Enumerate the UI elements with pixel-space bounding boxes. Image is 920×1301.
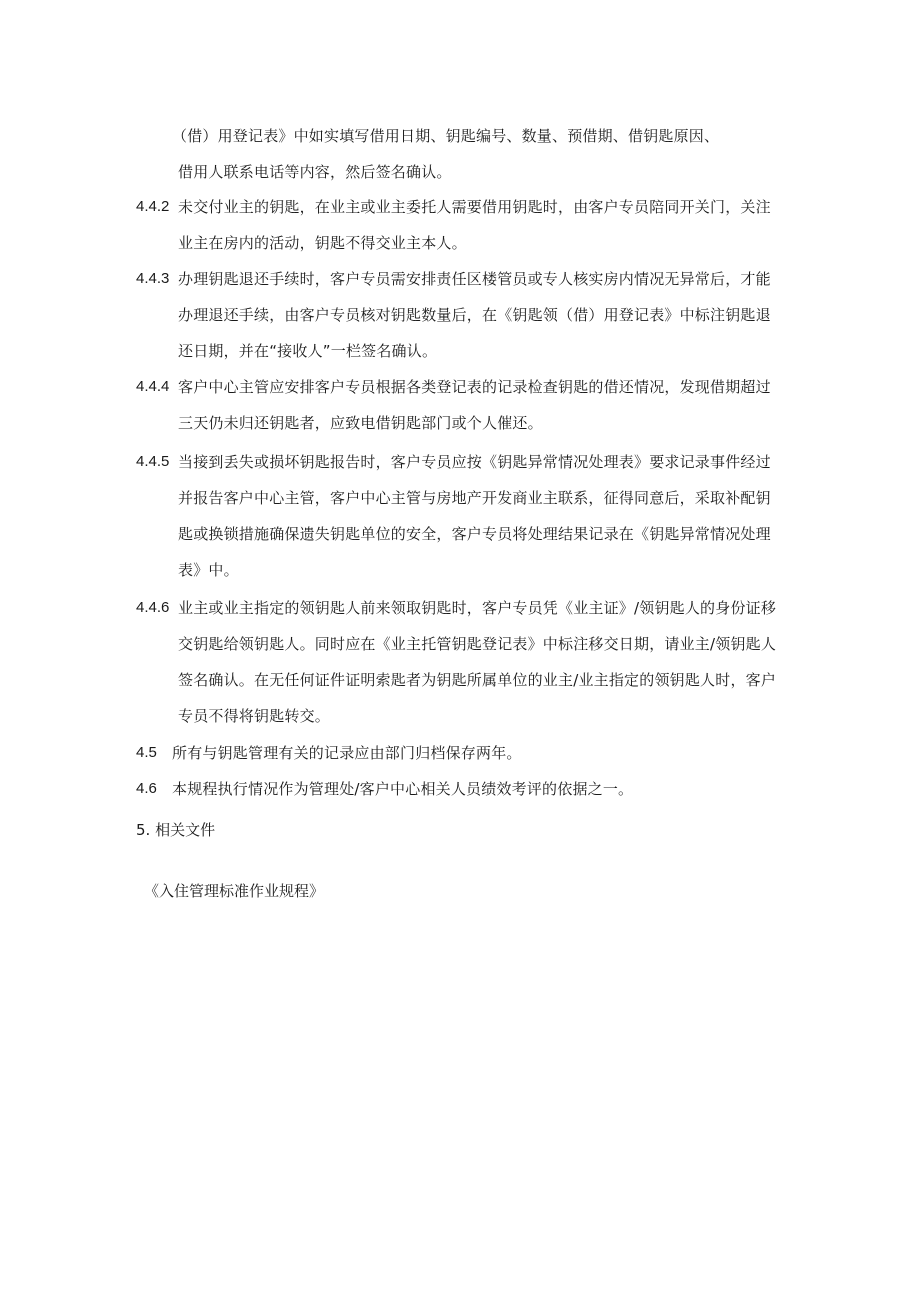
item-4-4-3-line-1: 办理钥匙退还手续时，客户专员需安排责任区楼管员或专人核实房内情况无异常后，才能: [178, 270, 771, 288]
item-4-5-line-1: 所有与钥匙管理有关的记录应由部门归档保存两年。: [172, 744, 522, 762]
item-number-4-5: 4.5: [136, 744, 157, 761]
item-4-4-6-line-2: 交钥匙给领钥匙人。同时应在《业主托管钥匙登记表》中标注移交日期，请业主/领钥匙人: [178, 635, 777, 653]
item-number-4-6: 4.6: [136, 780, 157, 797]
item-4-4-6-line-4: 专员不得将钥匙转交。: [178, 707, 331, 725]
item-4-4-5-line-1: 当接到丢失或损坏钥匙报告时，客户专员应按《钥匙异常情况处理表》要求记录事件经过: [178, 453, 771, 471]
related-document-title: 《入住管理标准作业规程》: [144, 882, 325, 900]
item-4-4-5-line-4: 表》中。: [178, 561, 239, 579]
section-5-heading: 5. 相关文件: [136, 821, 216, 839]
item-4-4-2-line-2: 业主在房内的活动，钥匙不得交业主本人。: [178, 234, 467, 252]
item-number-4-4-2: 4.4.2: [136, 198, 170, 215]
intro-line-2: 借用人联系电话等内容，然后签名确认。: [178, 163, 452, 181]
item-4-4-5-line-3: 匙或换锁措施确保遗失钥匙单位的安全，客户专员将处理结果记录在《钥匙异常情况处理: [178, 525, 771, 543]
item-4-4-5-line-2: 并报告客户中心主管，客户中心主管与房地产开发商业主联系，征得同意后，采取补配钥: [178, 489, 771, 507]
item-4-4-3-line-2: 办理退还手续，由客户专员核对钥匙数量后，在《钥匙领（借）用登记表》中标注钥匙退: [178, 306, 771, 324]
item-4-4-4-line-2: 三天仍未归还钥匙者，应致电借钥匙部门或个人催还。: [178, 414, 543, 432]
item-number-4-4-6: 4.4.6: [136, 599, 170, 616]
item-4-6-line-1: 本规程执行情况作为管理处/客户中心相关人员绩效考评的依据之一。: [172, 780, 634, 798]
intro-line-1: （借）用登记表》中如实填写借用日期、钥匙编号、数量、预借期、借钥匙原因、: [172, 127, 720, 145]
item-4-4-3-line-3: 还日期，并在“接收人”一栏签名确认。: [178, 342, 438, 360]
item-4-4-6-line-1: 业主或业主指定的领钥匙人前来领取钥匙时，客户专员凭《业主证》/领钥匙人的身份证移: [178, 599, 777, 617]
item-number-4-4-4: 4.4.4: [136, 378, 170, 395]
item-4-4-2-line-1: 未交付业主的钥匙，在业主或业主委托人需要借用钥匙时，由客户专员陪同开关门，关注: [178, 198, 771, 216]
item-4-4-4-line-1: 客户中心主管应安排客户专员根据各类登记表的记录检查钥匙的借还情况，发现借期超过: [178, 378, 771, 396]
item-number-4-4-3: 4.4.3: [136, 270, 170, 287]
item-number-4-4-5: 4.4.5: [136, 453, 170, 470]
item-4-4-6-line-3: 签名确认。在无任何证件证明索匙者为钥匙所属单位的业主/业主指定的领钥匙人时，客户: [178, 671, 777, 689]
